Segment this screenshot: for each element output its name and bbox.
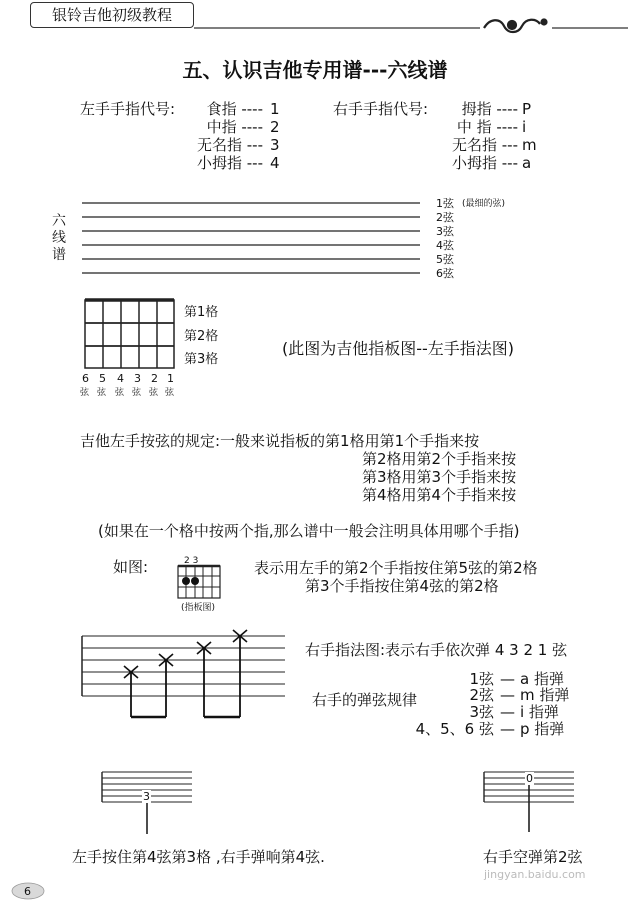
pluck-dash: — xyxy=(500,686,515,704)
string-number: 4 xyxy=(117,372,124,385)
right-finger-code: m xyxy=(522,136,537,154)
page-number: 6 xyxy=(24,885,31,898)
string-label: 4弦 xyxy=(436,239,454,252)
pluck-finger: p 指弹 xyxy=(520,720,565,738)
string-label: 1弦 xyxy=(436,197,454,210)
string-char: 弦 xyxy=(97,388,107,398)
pluck-dash: — xyxy=(500,720,515,738)
string-number: 6 xyxy=(82,372,89,385)
pluck-dash: — xyxy=(500,703,515,721)
fret-label: 第3格 xyxy=(184,352,219,367)
finger-dot xyxy=(191,577,199,585)
bottom-left-tab xyxy=(102,772,192,834)
left-hand-label: 左手手指代号: xyxy=(80,100,176,118)
left-finger-name: 食指 ---- xyxy=(206,100,263,118)
string-label: 2弦 xyxy=(436,211,454,224)
staff-lines xyxy=(82,203,420,273)
picking-tab-staff xyxy=(82,636,285,696)
right-finger-name: 拇指 ---- xyxy=(461,100,518,118)
staff-side-label: 线 xyxy=(52,230,66,246)
pluck-title: 右手指法图:表示右手依次弹 4 3 2 1 弦 xyxy=(305,641,568,659)
book-title-tab: 银铃吉他初级教程 xyxy=(30,2,194,28)
finger-dot xyxy=(182,577,190,585)
string-number: 2 xyxy=(151,372,158,385)
bottom-left-caption: 左手按住第4弦第3格 ,右手弹响第4弦. xyxy=(72,848,325,866)
staff-side-label: 六 xyxy=(52,213,66,229)
example-small-caption: (指板图) xyxy=(181,603,216,613)
right-finger-code: P xyxy=(522,100,532,118)
left-finger-name: 中指 ---- xyxy=(206,118,263,136)
rules-line: 第3格用第3个手指来按 xyxy=(362,468,517,486)
example-line: 表示用左手的第2个手指按住第5弦的第2格 xyxy=(254,559,538,577)
right-finger-name: 小拇指 --- xyxy=(451,154,518,172)
fretboard-diagram xyxy=(85,300,174,368)
pluck-dash: — xyxy=(500,670,515,688)
string-label: 6弦 xyxy=(436,267,454,280)
pluck-finger: a 指弹 xyxy=(520,670,564,688)
example-line: 第3个手指按住第4弦的第2格 xyxy=(305,577,499,595)
watermark: jingyan.baidu.com xyxy=(484,868,586,881)
rules-line: 第4格用第4个手指来按 xyxy=(362,486,517,504)
right-finger-code: i xyxy=(522,118,527,136)
string-char: 弦 xyxy=(115,388,125,398)
pluck-finger: i 指弹 xyxy=(520,703,559,721)
picking-cross-marks xyxy=(124,630,247,678)
pluck-rule-label: 右手的弹弦规律 xyxy=(312,691,418,709)
string-note: (最细的弦) xyxy=(462,199,506,209)
string-label: 5弦 xyxy=(436,253,454,266)
left-finger-code: 1 xyxy=(270,100,280,118)
string-char: 弦 xyxy=(149,388,159,398)
rules-note: (如果在一个格中按两个指,那么谱中一般会注明具体用哪个手指) xyxy=(98,522,520,540)
rules-line: 第2格用第2个手指来按 xyxy=(362,450,517,468)
string-char: 弦 xyxy=(132,388,142,398)
string-number: 1 xyxy=(167,372,174,385)
string-char: 弦 xyxy=(80,388,90,398)
fret-label: 第2格 xyxy=(184,329,219,344)
right-finger-name: 无名指 --- xyxy=(451,136,518,154)
left-finger-name: 无名指 --- xyxy=(196,136,263,154)
page-title: 五、认识吉他专用谱---六线谱 xyxy=(182,58,448,82)
fret-label: 第1格 xyxy=(184,305,219,320)
right-finger-name: 中 指 ---- xyxy=(456,118,518,136)
right-finger-code: a xyxy=(522,154,532,172)
left-finger-code: 3 xyxy=(270,136,280,154)
string-number: 3 xyxy=(134,372,141,385)
pluck-finger: m 指弹 xyxy=(520,686,570,704)
tab-fret-number: 0 xyxy=(526,772,533,785)
string-char: 弦 xyxy=(165,388,175,398)
string-number: 5 xyxy=(99,372,106,385)
string-label: 3弦 xyxy=(436,225,454,238)
rules-intro: 吉他左手按弦的规定:一般来说指板的第1格用第1个手指来按 xyxy=(80,432,480,450)
staff-side-label: 谱 xyxy=(52,247,66,263)
pluck-string: 2弦 xyxy=(469,686,494,704)
header-ornament-icon xyxy=(484,20,547,33)
pluck-string: 4、5、6 弦 xyxy=(415,720,494,738)
example-label: 如图: xyxy=(113,558,149,576)
left-finger-code: 2 xyxy=(270,118,280,136)
left-finger-name: 小拇指 --- xyxy=(196,154,263,172)
pluck-string: 3弦 xyxy=(469,703,494,721)
tab-fret-number: 3 xyxy=(143,790,150,803)
right-hand-label: 右手手指代号: xyxy=(333,100,429,118)
left-finger-code: 4 xyxy=(270,154,280,172)
pluck-string: 1弦 xyxy=(469,670,494,688)
example-finger-nums: 2 3 xyxy=(184,556,199,566)
fretboard-caption: (此图为吉他指板图--左手指法图) xyxy=(282,339,515,358)
bottom-right-caption: 右手空弹第2弦 xyxy=(483,848,583,866)
